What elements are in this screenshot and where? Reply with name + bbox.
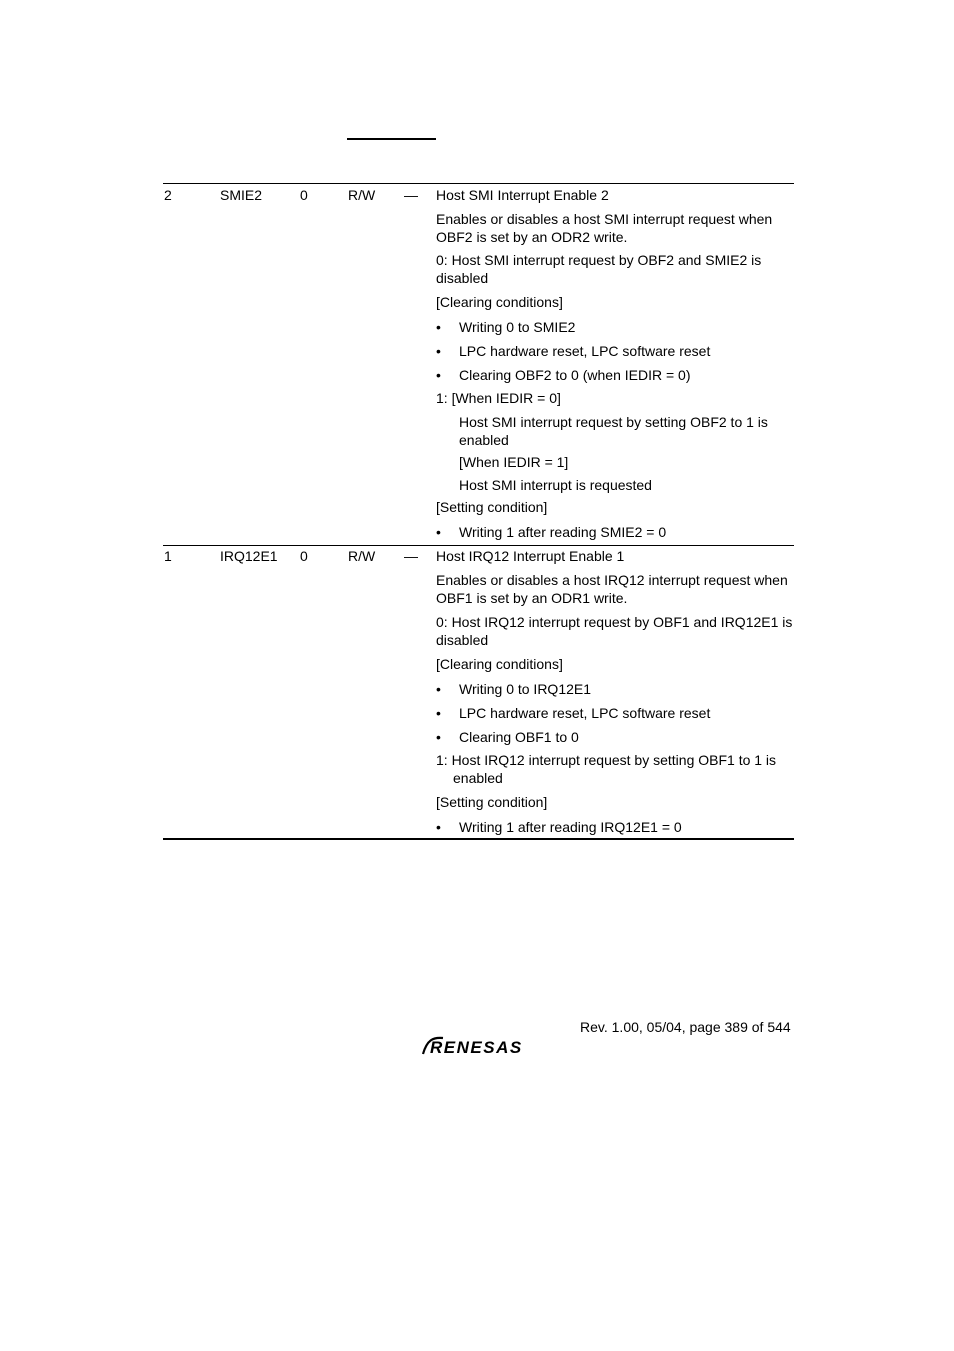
- description-text: Enables or disables a host SMI interrupt request when OBF2 is set by an ODR2 write.: [436, 211, 773, 245]
- bullet: •: [436, 343, 441, 359]
- list-item: Writing 0 to IRQ12E1: [459, 681, 592, 697]
- initial-value: 0: [300, 548, 308, 564]
- bit-number: 1: [164, 548, 172, 564]
- bullet: •: [436, 681, 441, 697]
- page-info: Rev. 1.00, 05/04, page 389 of 544: [580, 1019, 791, 1035]
- value-zero: 0: Host IRQ12 interrupt request by OBF1 and IRQ12E1 is disabled: [436, 614, 793, 648]
- list-item: Clearing OBF2 to 0 (when IEDIR = 0): [459, 367, 691, 383]
- bullet: •: [436, 819, 441, 835]
- value-one: 1: Host IRQ12 interrupt request by setting OBF1 to 1 is enabled: [436, 752, 777, 786]
- bullet: •: [436, 524, 441, 540]
- description-title: Host IRQ12 Interrupt Enable 1: [436, 548, 625, 564]
- bullet: •: [436, 729, 441, 745]
- list-item: Writing 1 after reading SMIE2 = 0: [459, 524, 667, 540]
- description-text: Enables or disables a host IRQ12 interrupt request when OBF1 is set by an ODR1 write.: [436, 572, 788, 606]
- list-item: LPC hardware reset, LPC software reset: [459, 705, 711, 721]
- description-title: Host SMI Interrupt Enable 2: [436, 187, 609, 203]
- setting-condition-label: [Setting condition]: [436, 499, 548, 515]
- value-one-detail: Host SMI interrupt request by setting OBF2 to 1 is enabled: [459, 414, 768, 448]
- bit-name: SMIE2: [220, 187, 263, 203]
- list-item: Writing 1 after reading IRQ12E1 = 0: [459, 819, 682, 835]
- bit-number: 2: [164, 187, 172, 203]
- setting-condition-label: [Setting condition]: [436, 794, 548, 810]
- table-top-rule: [163, 183, 794, 184]
- list-item: Clearing OBF1 to 0: [459, 729, 579, 745]
- value-one-condition: [When IEDIR = 1]: [459, 454, 569, 470]
- bullet: •: [436, 319, 441, 335]
- bullet: •: [436, 705, 441, 721]
- list-item: Writing 0 to SMIE2: [459, 319, 576, 335]
- renesas-logo: [421, 1034, 543, 1062]
- value-zero: 0: Host SMI interrupt request by OBF2 and SMIE2 is disabled: [436, 252, 762, 286]
- clearing-conditions-label: [Clearing conditions]: [436, 656, 563, 672]
- bullet: •: [436, 367, 441, 383]
- value-one: 1: [When IEDIR = 0]: [436, 390, 561, 406]
- svg-text:RENESAS: RENESAS: [430, 1038, 523, 1057]
- header-rule: [347, 138, 436, 140]
- dash: —: [404, 548, 418, 564]
- row-divider: [163, 545, 794, 546]
- initial-value: 0: [300, 187, 308, 203]
- list-item: LPC hardware reset, LPC software reset: [459, 343, 711, 359]
- value-one-detail-2: Host SMI interrupt is requested: [459, 477, 652, 493]
- rw-access: R/W: [348, 187, 376, 203]
- table-bottom-rule: [163, 838, 794, 840]
- bit-name: IRQ12E1: [220, 548, 278, 564]
- rw-access: R/W: [348, 548, 376, 564]
- clearing-conditions-label: [Clearing conditions]: [436, 294, 563, 310]
- dash: —: [404, 187, 418, 203]
